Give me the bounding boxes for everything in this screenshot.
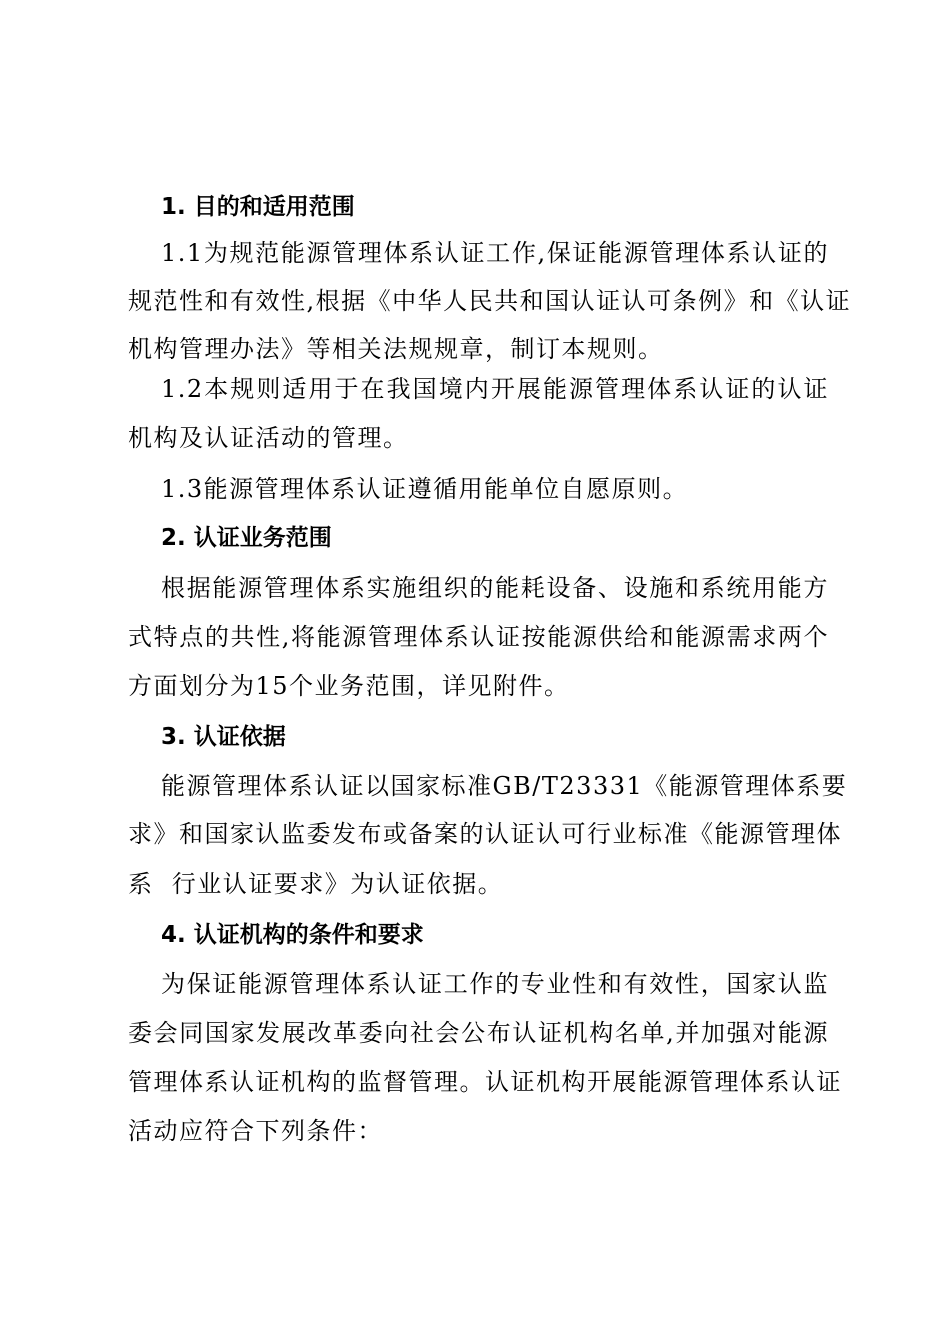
section-heading: 3. 认证依据 xyxy=(161,724,286,750)
paragraph-line: 式特点的共性,将能源管理体系认证按能源供给和能源需求两个 xyxy=(128,623,829,651)
paragraph-line: 活动应符合下列条件： xyxy=(128,1117,383,1145)
paragraph-line: 1.3能源管理体系认证遵循用能单位自愿原则。 xyxy=(161,475,689,503)
paragraph-line: 求》和国家认监委发布或备案的认证认可行业标准《能源管理体 xyxy=(128,820,842,848)
paragraph-line: 方面划分为15个业务范围，详见附件。 xyxy=(128,672,570,700)
paragraph-line: 机构管理办法》等相关法规规章，制订本规则。 xyxy=(128,335,664,363)
paragraph-line: 能源管理体系认证以国家标准GB/T23331《能源管理体系要 xyxy=(161,772,848,800)
paragraph-line: 1.2本规则适用于在我国境内开展能源管理体系认证的认证 xyxy=(161,375,829,403)
paragraph-line: 根据能源管理体系实施组织的能耗设备、设施和系统用能方 xyxy=(161,574,829,602)
paragraph-line: 规范性和有效性,根据《中华人民共和国认证认可条例》和《认证 xyxy=(128,287,852,315)
paragraph-line: 机构及认证活动的管理。 xyxy=(128,424,409,452)
paragraph-line: 系 行业认证要求》为认证依据。 xyxy=(128,870,504,898)
paragraph-line: 1.1为规范能源管理体系认证工作,保证能源管理体系认证的 xyxy=(161,239,829,267)
section-heading: 1. 目的和适用范围 xyxy=(161,194,355,220)
section-heading: 2. 认证业务范围 xyxy=(161,525,332,551)
paragraph-line: 管理体系认证机构的监督管理。认证机构开展能源管理体系认证 xyxy=(128,1068,842,1096)
paragraph-line: 委会同国家发展改革委向社会公布认证机构名单,并加强对能源 xyxy=(128,1019,829,1047)
paragraph-line: 为保证能源管理体系认证工作的专业性和有效性，国家认监 xyxy=(161,970,829,998)
section-heading: 4. 认证机构的条件和要求 xyxy=(161,922,424,948)
